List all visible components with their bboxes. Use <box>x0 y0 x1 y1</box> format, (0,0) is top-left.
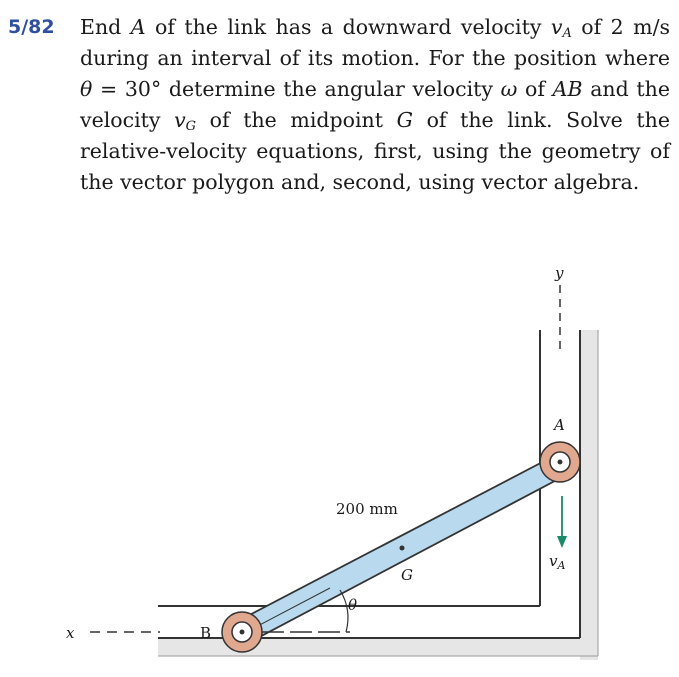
symbol-a: A <box>130 15 146 39</box>
text-segment: and the velocity <box>80 77 671 132</box>
subscript-g: G <box>185 119 197 134</box>
velocity-arrow-head <box>557 536 567 548</box>
problem-number: 5/82 <box>8 16 55 38</box>
symbol-g: G <box>396 108 413 132</box>
label-theta: θ <box>348 596 358 614</box>
pin-a-center <box>558 460 563 465</box>
symbol-v: v <box>174 108 186 132</box>
text-segment: of the link has a downward velocity <box>145 15 551 39</box>
subscript-a: A <box>562 26 572 41</box>
text-segment: = 30° determine the angular velocity <box>92 77 501 101</box>
label-g: G <box>401 566 413 584</box>
symbol-v: v <box>550 15 563 39</box>
symbol-ab: AB <box>552 77 583 101</box>
wall-hatch-vertical <box>580 330 598 660</box>
symbol-theta: θ <box>80 77 93 101</box>
theta-arc <box>340 590 348 632</box>
label-va-v: v <box>549 552 558 570</box>
pin-b-center <box>240 630 245 635</box>
text-segment: of 2 m/s during an interval of its motion. For the position where <box>80 15 671 70</box>
label-y: y <box>555 264 564 282</box>
label-va <box>549 552 565 572</box>
text-segment: of the midpoint <box>196 108 397 132</box>
label-va-sub: A <box>557 559 566 572</box>
midpoint-g-dot <box>400 546 405 551</box>
symbol-omega: ω <box>500 77 518 101</box>
text-segment: End <box>80 15 131 39</box>
label-length: 200 mm <box>336 500 398 518</box>
label-x: x <box>66 624 75 642</box>
text-segment: of <box>517 77 553 101</box>
label-a: A <box>554 416 565 434</box>
text-segment: of the link. Solve the relative-velocity equations, first, using the geometry of the vector polygon and, second, using vector algebra. <box>80 108 670 194</box>
label-b: B <box>200 624 212 642</box>
